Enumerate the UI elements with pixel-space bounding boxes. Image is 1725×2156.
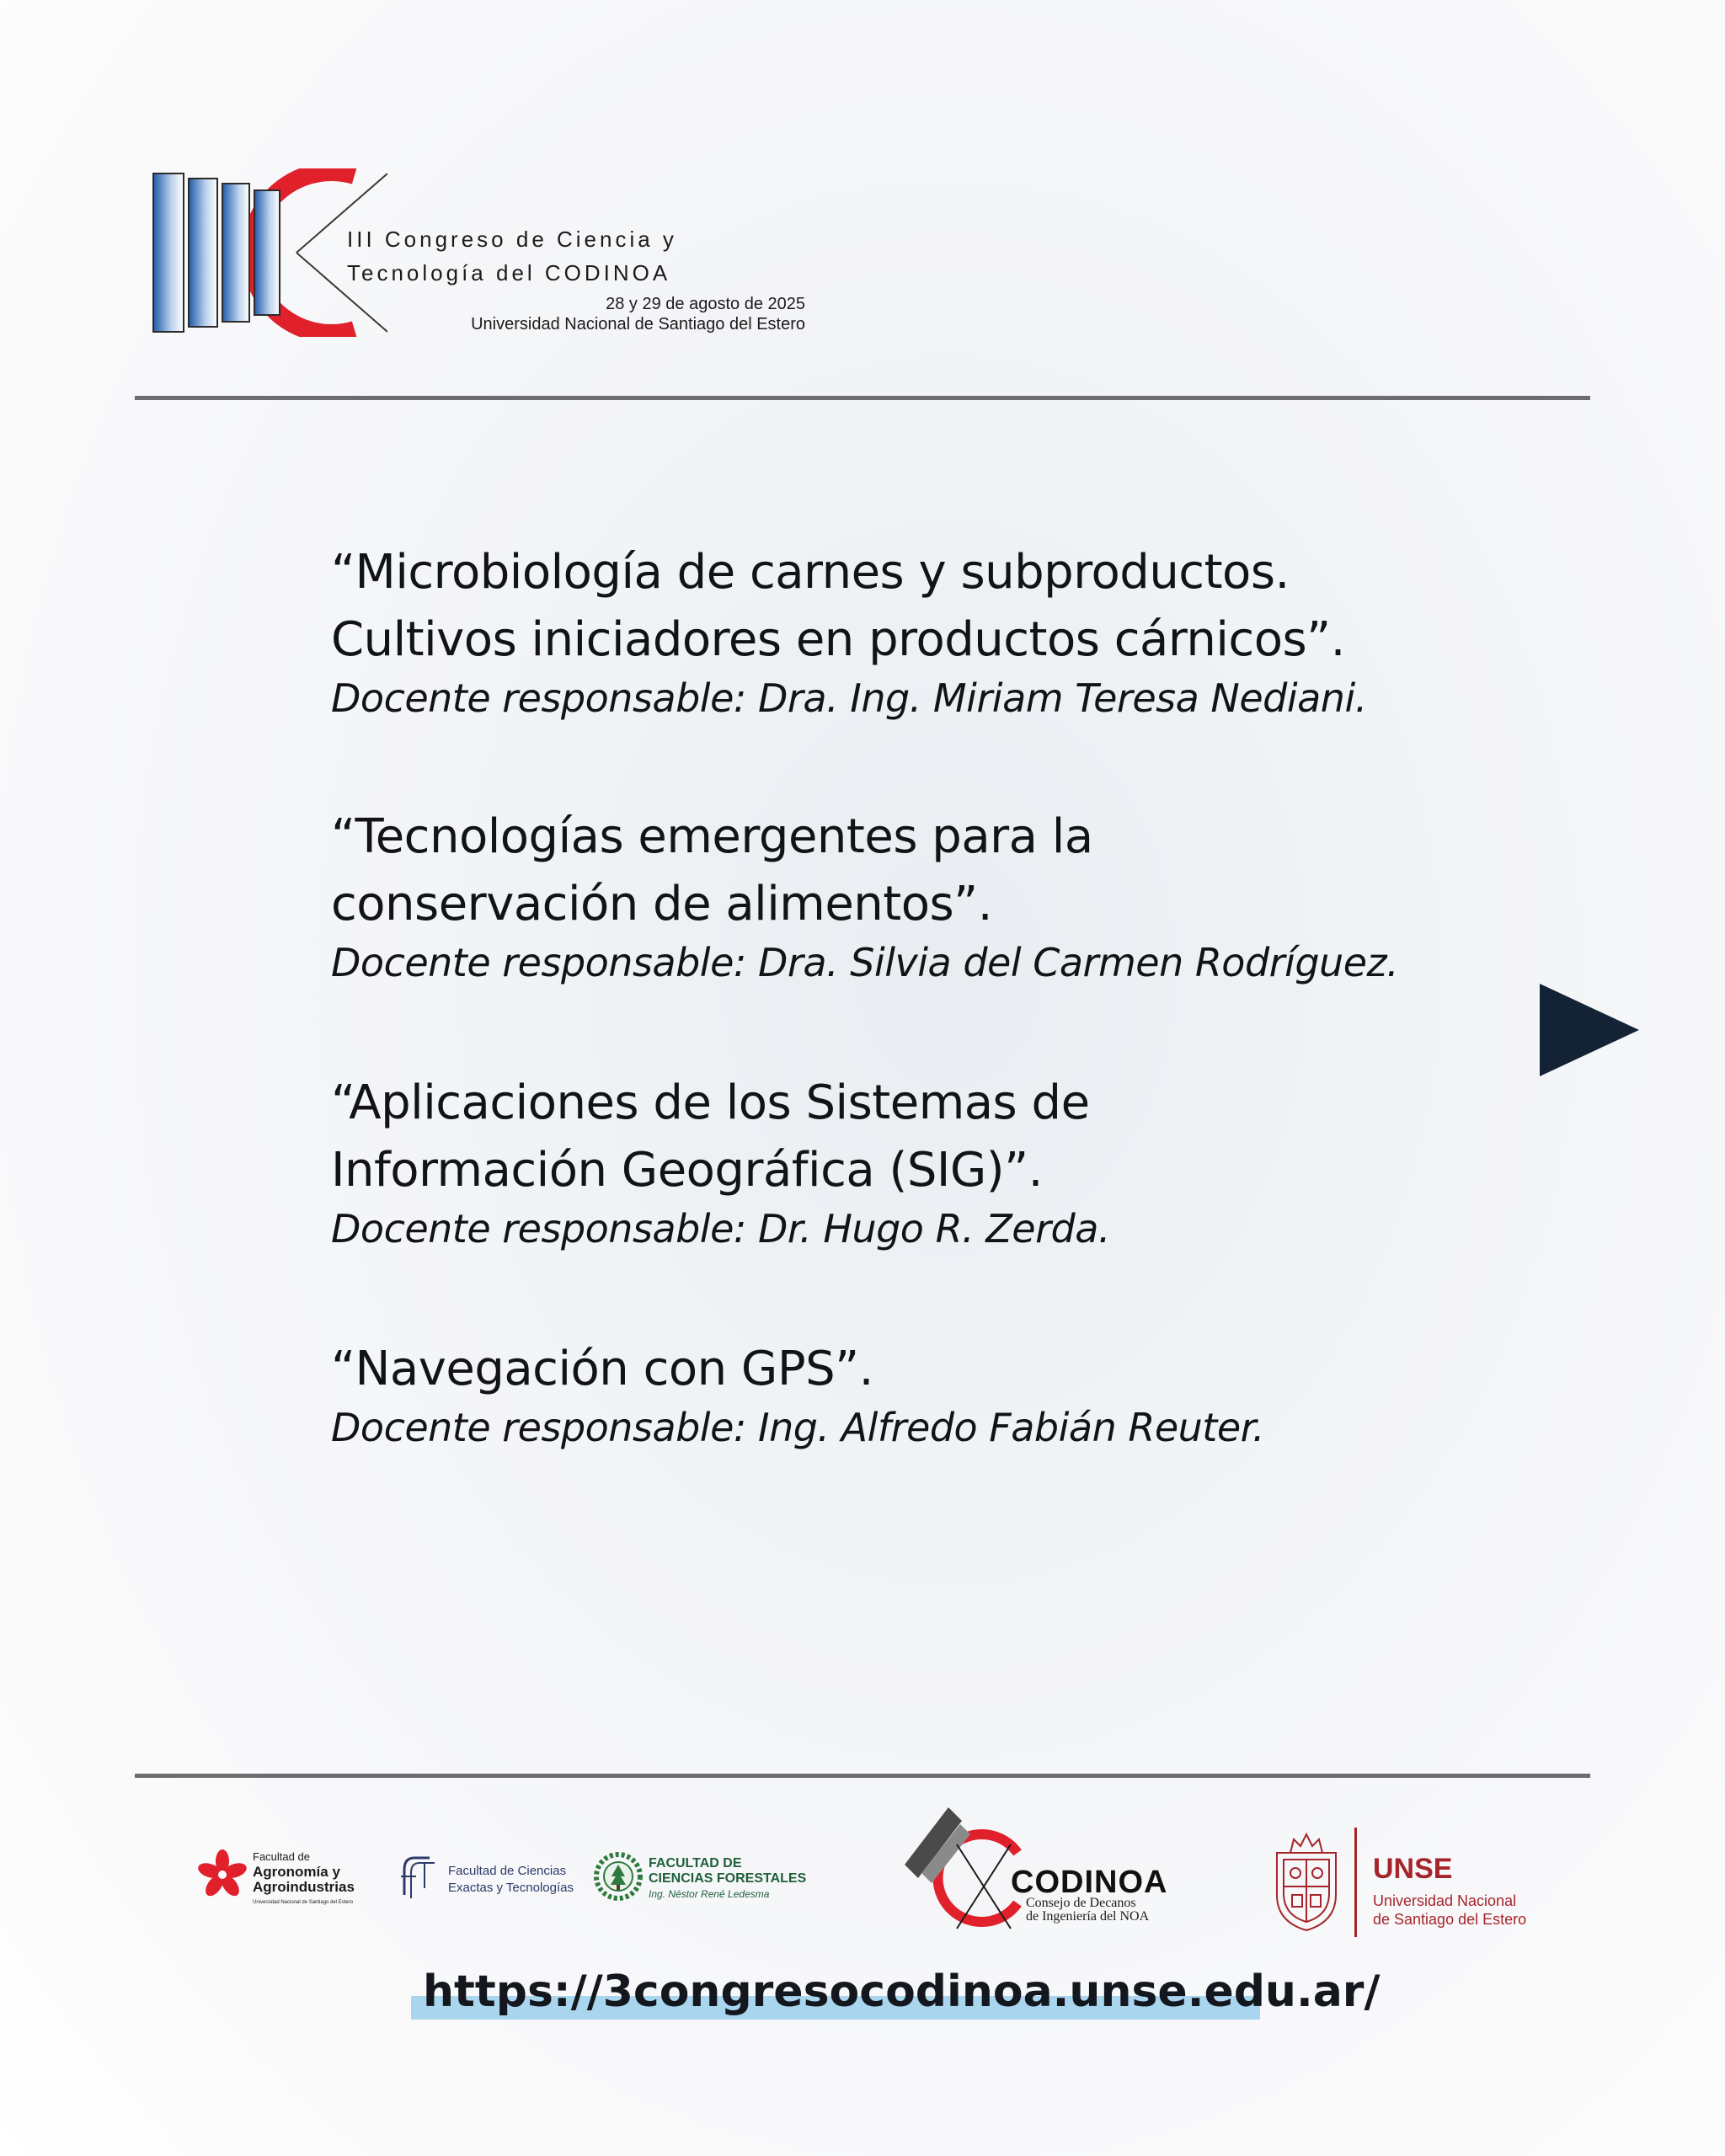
course-teacher: Docente responsable: Dra. Silvia del Carmen Rodríguez.: [331, 940, 1399, 985]
course-title-line: “Aplicaciones de los Sistemas de: [331, 1075, 1090, 1130]
conference-title: [347, 222, 677, 290]
fcet-line1: Facultad de Ciencias: [448, 1864, 567, 1878]
codinoa-name: CODINOA: [1011, 1865, 1168, 1900]
course-item: [331, 803, 1398, 987]
course-teacher: Docente responsable: Dra. Ing. Miriam Teresa Nediani.: [331, 675, 1367, 721]
course-teacher: Docente responsable: Ing. Alfredo Fabián Reuter.: [331, 1405, 1264, 1450]
website-link[interactable]: https://3congresocodinoa.unse.edu.ar/: [423, 1967, 1381, 2017]
conference-venue: Universidad Nacional de Santiago del Estero: [471, 315, 805, 334]
logo-unse: [1260, 1828, 1546, 1937]
codinoa-line2: de Ingeniería del NOA: [1026, 1909, 1150, 1924]
ff-line1: FACULTAD DE: [649, 1856, 742, 1870]
conference-header: [152, 168, 910, 337]
faya-line2: Agronomía y: [253, 1864, 340, 1880]
course-title-line: conservación de alimentos”.: [331, 877, 992, 931]
flower-icon: [195, 1848, 249, 1902]
faya-line3: Agroindustrias: [253, 1879, 355, 1895]
logo-ff: [593, 1849, 807, 1903]
fcet-line2: Exactas y Tecnologías: [448, 1881, 574, 1895]
unse-crest-icon: [1260, 1828, 1353, 1937]
logo-codinoa: [901, 1802, 1171, 1937]
unse-line1: Universidad Nacional: [1373, 1892, 1517, 1909]
conference-date: 28 y 29 de agosto de 2025: [606, 295, 805, 313]
course-title: [331, 803, 1398, 938]
codinoa-line1: Consejo de Decanos: [1026, 1896, 1136, 1910]
url-block: [411, 1962, 1380, 2021]
unse-line2: de Santiago del Estero: [1373, 1911, 1527, 1928]
play-arrow-icon[interactable]: [1540, 984, 1639, 1076]
ff-line3: Ing. Néstor René Ledesma: [649, 1888, 770, 1900]
fcet-mark-icon: [396, 1851, 446, 1902]
course-title: [331, 1336, 1264, 1403]
top-divider: [135, 396, 1590, 400]
unse-divider: [1354, 1828, 1357, 1937]
course-title: [331, 1070, 1110, 1204]
course-title-line: Información Geográfica (SIG)”.: [331, 1143, 1043, 1198]
logo-fcet: [396, 1849, 573, 1903]
course-item: [331, 1070, 1110, 1253]
forest-seal-icon: [593, 1851, 644, 1902]
course-title-line: “Microbiología de carnes y subproductos.: [331, 545, 1290, 600]
logo-faya: [195, 1846, 381, 1905]
bottom-divider: [135, 1774, 1590, 1778]
faya-line1: Facultad de: [253, 1850, 310, 1863]
unse-name: UNSE: [1373, 1853, 1453, 1885]
course-title-line: “Tecnologías emergentes para la: [331, 809, 1093, 864]
course-item: [331, 1336, 1264, 1452]
conference-title-line2: Tecnología del CODINOA: [347, 260, 671, 286]
course-title-line: “Navegación con GPS”.: [331, 1342, 873, 1396]
course-title: [331, 539, 1367, 674]
course-item: [331, 539, 1367, 723]
ff-line2: CIENCIAS FORESTALES: [649, 1871, 807, 1886]
course-teacher: Docente responsable: Dr. Hugo R. Zerda.: [331, 1206, 1111, 1251]
course-title-line: Cultivos iniciadores en productos cárnicos”.: [331, 612, 1345, 667]
faya-line4: Universidad Nacional de Santiago del Estero: [253, 1900, 354, 1905]
conference-title-line1: III Congreso de Ciencia y: [347, 227, 677, 252]
